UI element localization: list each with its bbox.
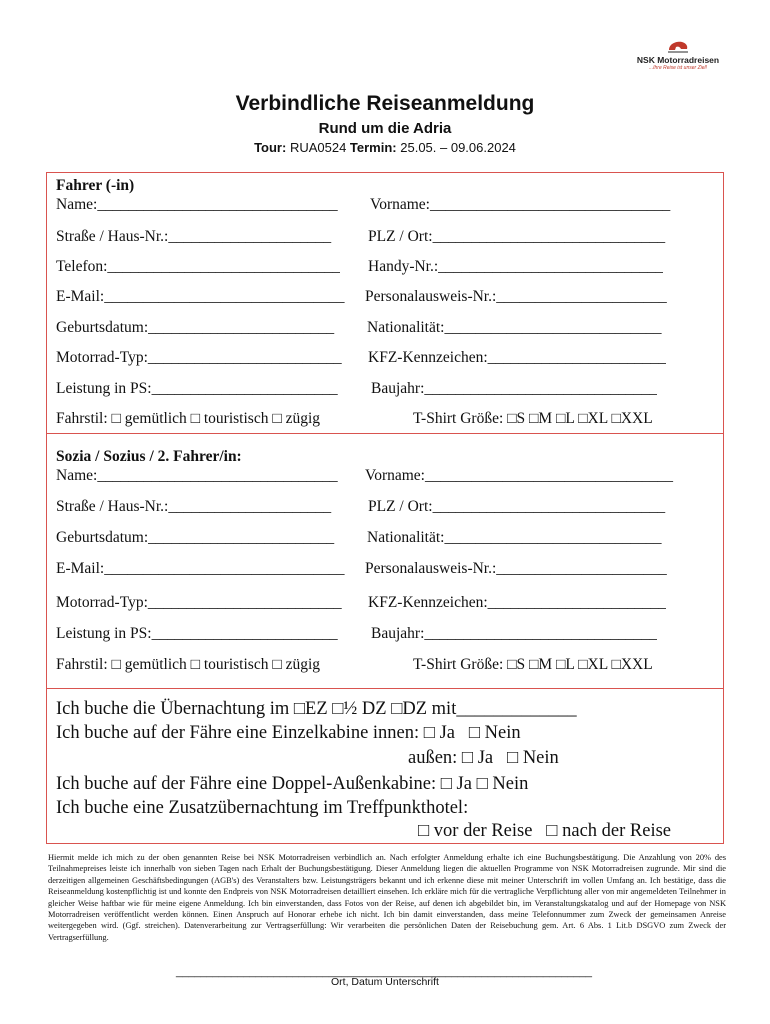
- sozia-strasse-field[interactable]: Straße / Haus-Nr.:_____________________: [56, 498, 332, 515]
- logo-slogan: ...Ihre Reise ist unser Ziel!: [648, 65, 708, 71]
- page-title: Verbindliche Reiseanmeldung: [235, 92, 535, 115]
- tour-info: [0, 140, 770, 155]
- tour-label: Tour:: [254, 140, 287, 155]
- fahrer-strasse-field[interactable]: Straße / Haus-Nr.:_____________________: [56, 228, 332, 245]
- fahrer-handy-field[interactable]: Handy-Nr.:_____________________________: [368, 258, 663, 275]
- zusatzuebernachtung-options[interactable]: □ vor der Reise □ nach der Reise: [418, 821, 672, 841]
- sozia-email-field[interactable]: E-Mail:_______________________________: [56, 560, 345, 577]
- fahrer-telefon-field[interactable]: Telefon:______________________________: [56, 258, 340, 275]
- fahrer-motorrad-field[interactable]: Motorrad-Typ:_________________________: [56, 349, 342, 366]
- company-logo: [628, 40, 728, 74]
- sozia-motorrad-field[interactable]: Motorrad-Typ:_________________________: [56, 594, 342, 611]
- fahrer-kennzeichen-field[interactable]: KFZ-Kennzeichen:_______________________: [368, 349, 666, 366]
- fahrer-name-field[interactable]: Name:_______________________________: [56, 196, 338, 213]
- einzelkabine-innen-options[interactable]: Ich buche auf der Fähre eine Einzelkabine innen: □ Ja □ Nein: [56, 723, 521, 743]
- tour-code: RUA0524: [286, 140, 350, 155]
- sozia-nationalitaet-field[interactable]: Nationalität:____________________________: [367, 529, 662, 546]
- sozia-vorname-field[interactable]: Vorname:________________________________: [365, 467, 673, 484]
- sozia-plz-field[interactable]: PLZ / Ort:______________________________: [368, 498, 666, 515]
- fahrer-fahrstil-options[interactable]: Fahrstil: □ gemütlich □ touristisch □ zügig: [56, 410, 321, 427]
- logo-name: NSK Motorradreisen: [636, 55, 720, 65]
- fahrer-heading: Fahrer (-in): [56, 177, 135, 194]
- sozia-ausweis-field[interactable]: Personalausweis-Nr.:______________________: [365, 560, 667, 577]
- sozia-name-field[interactable]: Name:_______________________________: [56, 467, 338, 484]
- fahrer-baujahr-field[interactable]: Baujahr:______________________________: [371, 380, 657, 397]
- sozia-tshirt-options[interactable]: T-Shirt Größe: □S □M □L □XL □XXL: [413, 656, 653, 673]
- sozia-fahrstil-options[interactable]: Fahrstil: □ gemütlich □ touristisch □ zügig: [56, 656, 321, 673]
- zusatzuebernachtung-label: Ich buche eine Zusatzübernachtung im Treffpunkthotel:: [56, 798, 469, 818]
- fahrer-geburtsdatum-field[interactable]: Geburtsdatum:________________________: [56, 319, 335, 336]
- sozia-geburtsdatum-field[interactable]: Geburtsdatum:________________________: [56, 529, 335, 546]
- fahrer-email-field[interactable]: E-Mail:_______________________________: [56, 288, 345, 305]
- tour-name: Rund um die Adria: [318, 120, 452, 137]
- sozia-heading: Sozia / Sozius / 2. Fahrer/in:: [56, 448, 242, 465]
- signature-line[interactable]: ____________________________________________________________________: [176, 966, 593, 978]
- fahrer-ausweis-field[interactable]: Personalausweis-Nr.:______________________: [365, 288, 667, 305]
- signature-label: Ort, Datum Unterschrift: [331, 976, 439, 988]
- fahrer-tshirt-options[interactable]: T-Shirt Größe: □S □M □L □XL □XXL: [413, 410, 653, 427]
- fahrer-vorname-field[interactable]: Vorname:_______________________________: [370, 196, 671, 213]
- fahrer-leistung-field[interactable]: Leistung in PS:________________________: [56, 380, 338, 397]
- termin-label: Termin:: [349, 140, 397, 155]
- sozia-kennzeichen-field[interactable]: KFZ-Kennzeichen:_______________________: [368, 594, 666, 611]
- uebernachtung-options[interactable]: Ich buche die Übernachtung im □EZ □½ DZ □DZ mit_____________: [56, 699, 577, 719]
- einzelkabine-aussen-options[interactable]: außen: □ Ja □ Nein: [408, 748, 559, 768]
- legal-text: Hiermit melde ich mich zu der oben genannten Reise bei NSK Motorradreisen verbindlich an. Nach erfolgter Anmeldung erhalte ich eine Buchungsbestätigung. Die Anzahlung von 20% des Teilnahmepreises leiste ich innerhalb von sieben Tagen nach Erhalt der Buchungsbestätigung. Dieser Anmeldung liegen die aktuellen Programme von NSK Motorradreisen zugrunde. Mir sind die derzeitigen allgemeinen Geschäftsbedingungen (AGB's) des Veranstalters bzw. Leistungsträgers bekannt und ich erkenne diese mit meiner Unterschrift im vollen Umfang an. Ich bestätige, dass die Reiseanmeldung kostenpflichtig ist und konnte den Endpreis von NSK Motorradreisen detailliert einsehen. Ich erkläre mich für die vertragliche Verpflichtung aller von mir angemeldeten Teilnehmer in gleicher Weise haftbar wie für meine eigene Anmeldung. Ich bin einverstanden, dass Fotos von der Reise, auf denen ich abgebildet bin, im Veranstaltungskatalog und auf der Homepage von NSK Motorradreisen veröffentlicht werden können. Einen Anspruch auf Honorar erhebe ich nicht. Ich bin damit einverstanden, dass meine Telefonnummer zum Zweck der gemeinsamen Anreise weitergegeben wird. (Ggf. streichen). Datenverarbeitung zur Vertragserfüllung: Wir verarbeiten die persönlichen Daten der Reisebuchung gem. Art. 6 Abs. 1 Lit.b DSGVO zum Zweck der Vertragserfüllung.: [48, 853, 726, 942]
- doppelkabine-options[interactable]: Ich buche auf der Fähre eine Doppel-Außenkabine: □ Ja □ Nein: [56, 774, 529, 794]
- motorcycle-helmet-logo-icon: [666, 40, 690, 54]
- sozia-baujahr-field[interactable]: Baujahr:______________________________: [371, 625, 657, 642]
- sozia-leistung-field[interactable]: Leistung in PS:________________________: [56, 625, 338, 642]
- fahrer-nationalitaet-field[interactable]: Nationalität:____________________________: [367, 319, 662, 336]
- fahrer-plz-field[interactable]: PLZ / Ort:______________________________: [368, 228, 666, 245]
- termin-dates: 25.05. – 09.06.2024: [396, 140, 516, 155]
